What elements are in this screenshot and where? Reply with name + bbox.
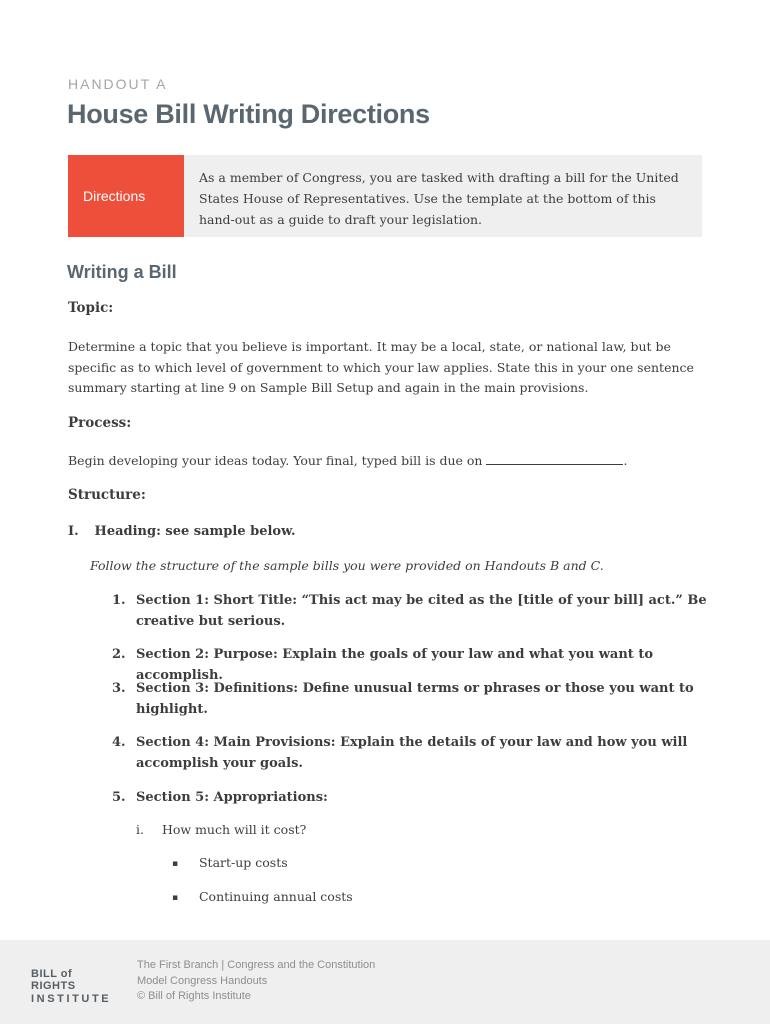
process-text: [68, 451, 708, 472]
process-text-after: .: [623, 453, 628, 468]
section-item: [112, 678, 712, 720]
footer-line-3: © Bill of Rights Institute: [137, 990, 251, 1002]
section-number: 4.: [112, 735, 126, 750]
process-text-before: Begin developing your ideas today. Your final, typed bill is due on: [68, 453, 483, 468]
page-title: House Bill Writing Directions: [67, 99, 430, 129]
bill-of-rights-logo: [31, 968, 112, 1005]
topic-label: Topic:: [68, 300, 114, 316]
structure-label: Structure:: [68, 487, 146, 503]
directions-box: [68, 155, 702, 237]
section-text: Section 1: Short Title: “This act may be cited as the [title of your bill] act.” Be creative but serious.: [136, 593, 707, 629]
section-text: Section 5: Appropriations:: [136, 790, 328, 805]
section-item: [112, 787, 712, 808]
subitem-number: i.: [136, 822, 144, 837]
logo-line-2: INSTITUTE: [31, 993, 112, 1005]
writing-a-bill-heading: Writing a Bill: [67, 262, 177, 282]
section-number: 5.: [112, 790, 126, 805]
section-item: [112, 590, 712, 632]
footer-text: [137, 958, 375, 1005]
directions-text: As a member of Congress, you are tasked with drafting a bill for the United States House of Representatives. Use the template at the bottom of this hand-out as a guide to draft your legislation.: [199, 170, 679, 227]
footer-line-2: Model Congress Handouts: [137, 974, 268, 987]
square-bullet-icon: ▪: [172, 893, 179, 903]
footer-line-1: The First Branch | Congress and the Constitution: [137, 959, 376, 971]
topic-text: Determine a topic that you believe is important. It may be a local, state, or national law, but be specific as to which level of government to which your law applies. State this in your one sentence summary starting at line 9 on Sample Bill Setup and again in the main provisions.: [68, 339, 694, 395]
heading-number: I.: [68, 524, 79, 539]
follow-structure-note: Follow the structure of the sample bills you were provided on Handouts B and C.: [90, 558, 604, 573]
due-date-blank[interactable]: [486, 452, 623, 465]
appropriations-subitem: [136, 822, 306, 837]
heading-text: Heading: see sample below.: [94, 524, 296, 539]
bullet-item: [172, 889, 353, 904]
section-number: 1.: [112, 593, 126, 608]
square-bullet-icon: ▪: [172, 859, 179, 869]
section-text: Section 4: Main Provisions: Explain the details of your law and how you will accomplish your goals.: [136, 735, 688, 771]
section-text: Section 2: Purpose: Explain the goals of your law and what you want to accomplish.: [136, 647, 654, 683]
section-text: Section 3: Definitions: Define unusual terms or phrases or those you want to highlight.: [136, 681, 694, 717]
directions-tag: Directions: [68, 155, 184, 237]
section-item: [112, 732, 712, 774]
section-number: 2.: [112, 647, 126, 662]
bullet-text: Start-up costs: [198, 855, 288, 870]
page-footer: [0, 940, 770, 1024]
structure-heading-item: [68, 524, 296, 539]
bullet-item: [172, 855, 288, 870]
handout-label: HANDOUT A: [68, 76, 168, 92]
logo-line-1: BILL of RIGHTS: [31, 968, 76, 992]
section-number: 3.: [112, 681, 126, 696]
subitem-text: How much will it cost?: [161, 822, 307, 837]
bullet-text: Continuing annual costs: [198, 889, 353, 904]
process-label: Process:: [68, 415, 132, 431]
